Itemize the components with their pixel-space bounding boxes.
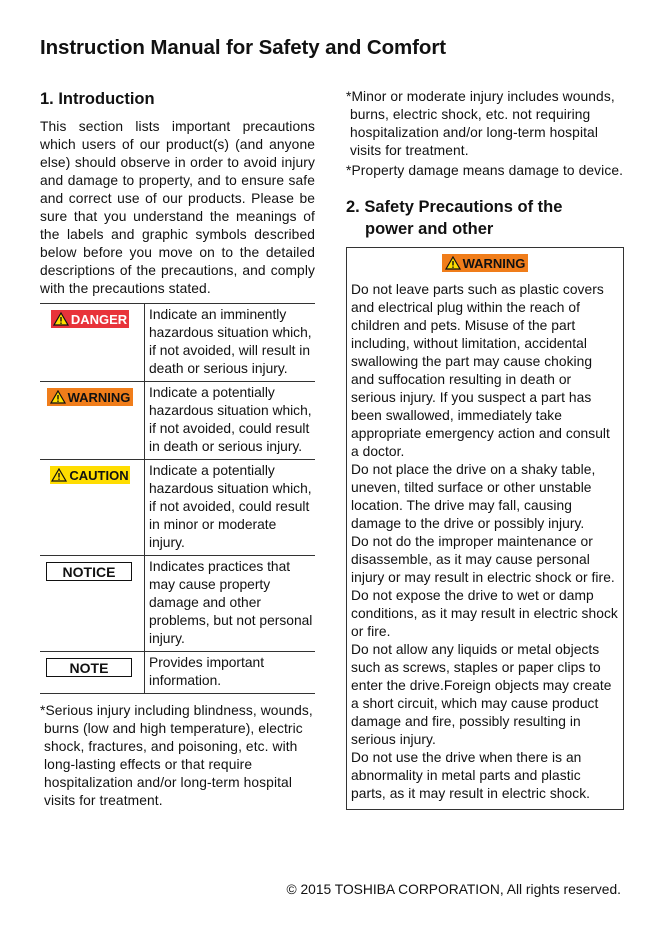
footnote-minor-injury: *Minor or moderate injury includes wounds, burns, electric shock, etc. not requiring hospitalization and/or long-term hospital visits for treatment. [346, 89, 615, 158]
warning-box-label [442, 254, 528, 272]
note-description: Provides important information. [145, 652, 316, 694]
table-row [40, 652, 315, 694]
caution-description: Indicate a potentially hazardous situation which, if not avoided, could result in minor or moderate injury. [145, 460, 316, 556]
warning-description: Indicate a potentially hazardous situation which, if not avoided, could result in death or serious injury. [145, 382, 316, 460]
warning-triangle-icon [51, 468, 67, 482]
intro-text: This section lists important precautions which users of our product(s) (and anyone else) should observe in order to avoid injury and damage to property, and to ensure safe and correct use of our products. Please be sure that you understand the meanings of the labels and graphic symbols described below before you move on to the detailed descriptions of the precautions, and comply with the precautions stated. [40, 119, 315, 296]
warning-label [47, 388, 133, 406]
intro-heading: 1. Introduction [40, 90, 155, 108]
symbol-table [40, 303, 315, 694]
right-column [346, 88, 624, 810]
notice-label: NOTICE [46, 562, 132, 581]
warning-item: Do not do the improper maintenance or disassemble, as it may cause personal injury or may result in electric shock or fire. [351, 534, 615, 585]
page-title: Instruction Manual for Safety and Comfort [40, 36, 446, 59]
table-row [40, 304, 315, 382]
footnote-property-damage: *Property damage means damage to device. [346, 163, 624, 178]
safety-heading-line2: power and other [365, 220, 494, 238]
warning-triangle-icon [445, 256, 461, 270]
warning-label-text: WARNING [67, 389, 131, 405]
danger-label-text: DANGER [70, 311, 128, 327]
warning-item: Do not allow any liquids or metal objects such as screws, staples or paper clips to enter the drive.Foreign objects may create a short circuit, which may cause product damage and fire, possibly resulting in serious injury. [351, 642, 612, 747]
warning-item: Do not use the drive when there is an abnormality in metal parts and plastic parts, as it may result in electric shock. [351, 750, 591, 801]
warning-triangle-icon [53, 312, 69, 326]
safety-heading [346, 196, 624, 240]
copyright-footer: © 2015 TOSHIBA CORPORATION, All rights reserved. [286, 882, 621, 897]
warning-triangle-icon [50, 390, 66, 404]
note-label: NOTE [46, 658, 132, 677]
table-row [40, 460, 315, 556]
warning-item: Do not expose the drive to wet or damp conditions, as it may result in electric shock or fire. [351, 588, 618, 639]
warning-item: Do not place the drive on a shaky table, uneven, tilted surface or other unstable location. The drive may fall, causing damage to the drive or possibly injury. [351, 462, 596, 531]
caution-label [50, 466, 130, 484]
warning-item: Do not leave parts such as plastic covers and electrical plug within the reach of children and pets. Misuse of the part including, without limitation, accidental swallowing the part may cause choking and suffocation resulting in death or serious injury. If you suspect a part has been swallowed, immediately take appropriate emergency action and consult a doctor. [351, 282, 610, 459]
table-row [40, 556, 315, 652]
caution-label-text: CAUTION [69, 467, 129, 483]
notice-description: Indicates practices that may cause property damage and other problems, but not personal injury. [145, 556, 316, 652]
danger-description: Indicate an imminently hazardous situation which, if not avoided, will result in death or serious injury. [145, 304, 316, 382]
left-column [40, 88, 315, 812]
footnote-serious-injury: *Serious injury including blindness, wounds, burns (low and high temperature), electric shock, fractures, and poisoning, etc. with long-lasting effects or that require hospitalization and/or long-term hospital visits for treatment. [40, 703, 313, 808]
danger-label [51, 310, 129, 328]
table-row [40, 382, 315, 460]
warning-box-label-text: WARNING [462, 255, 526, 271]
warning-box [346, 247, 624, 810]
safety-heading-line1: 2. Safety Precautions of the [346, 198, 563, 216]
footnotes [40, 702, 315, 810]
